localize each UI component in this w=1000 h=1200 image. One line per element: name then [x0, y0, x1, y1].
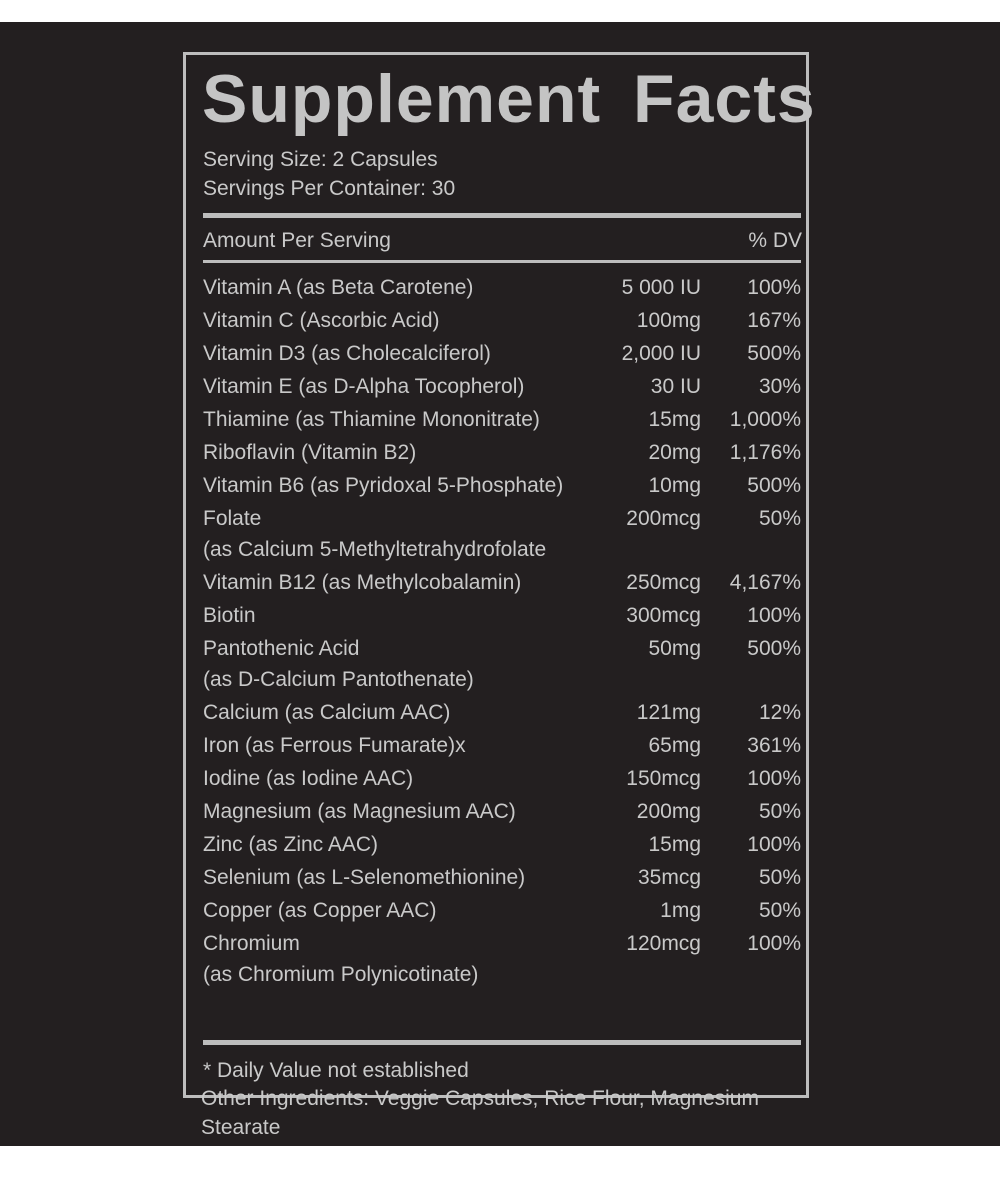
- nutrient-amount: 65mg: [648, 734, 701, 757]
- nutrient-row: [203, 631, 801, 695]
- nutrient-amount: 300mcg: [626, 604, 701, 627]
- nutrient-row: [203, 303, 801, 336]
- nutrient-daily-value: 500%: [747, 637, 801, 660]
- nutrient-row: [203, 598, 801, 631]
- nutrient-row: [203, 728, 801, 761]
- nutrient-daily-value: 50%: [758, 899, 801, 922]
- nutrient-name: Vitamin B12 (as Methylcobalamin): [203, 571, 522, 594]
- nutrient-row: [203, 369, 801, 402]
- nutrient-name: Magnesium (as Magnesium AAC): [203, 800, 516, 823]
- nutrient-daily-value: 50%: [758, 800, 801, 823]
- nutrient-daily-value: 30%: [758, 375, 801, 398]
- amount-per-serving-header: Amount Per Serving: [203, 229, 391, 252]
- nutrient-daily-value: 167%: [747, 309, 801, 332]
- nutrient-amount: 10mg: [648, 474, 701, 497]
- nutrient-name: Vitamin B6 (as Pyridoxal 5-Phosphate): [203, 474, 564, 497]
- nutrient-daily-value: 50%: [758, 866, 801, 889]
- nutrient-amount: 20mg: [648, 441, 701, 464]
- divider-thick-bottom: [203, 1040, 801, 1045]
- nutrient-row: [203, 435, 801, 468]
- nutrient-row: [203, 270, 801, 303]
- nutrient-row: [203, 926, 801, 990]
- serving-size: Serving Size: 2 Capsules: [203, 148, 438, 171]
- nutrient-amount: 150mcg: [626, 767, 701, 790]
- nutrient-source: (as D-Calcium Pantothenate): [203, 668, 474, 691]
- nutrient-name: Vitamin C (Ascorbic Acid): [203, 309, 440, 332]
- nutrient-amount: 1mg: [660, 899, 701, 922]
- nutrient-name: Iron (as Ferrous Fumarate)x: [203, 734, 466, 757]
- nutrient-row: [203, 893, 801, 926]
- nutrient-row: [203, 860, 801, 893]
- nutrient-amount: 15mg: [648, 408, 701, 431]
- nutrient-daily-value: 12%: [758, 701, 801, 724]
- nutrient-row: [203, 827, 801, 860]
- nutrient-row: [203, 695, 801, 728]
- nutrient-source: (as Chromium Polynicotinate): [203, 963, 479, 986]
- nutrient-row: [203, 402, 801, 435]
- nutrient-amount: 35mcg: [637, 866, 701, 889]
- nutrient-name: Pantothenic Acid: [203, 637, 360, 660]
- servings-per-container: Servings Per Container: 30: [203, 177, 456, 200]
- nutrient-amount: 200mcg: [626, 507, 701, 530]
- nutrient-row: [203, 468, 801, 501]
- nutrient-amount: 100mg: [636, 309, 701, 332]
- nutrient-amount: 2,000 IU: [621, 342, 701, 365]
- nutrient-row: [203, 336, 801, 369]
- nutrient-row: [203, 794, 801, 827]
- nutrient-name: Vitamin D3 (as Cholecalciferol): [203, 342, 491, 365]
- nutrient-daily-value: 1,176%: [729, 441, 801, 464]
- label-title: Supplement Facts: [202, 61, 816, 137]
- nutrient-name: Vitamin A (as Beta Carotene): [203, 276, 474, 299]
- nutrient-amount: 250mcg: [626, 571, 701, 594]
- nutrient-daily-value: 361%: [747, 734, 801, 757]
- nutrient-daily-value: 1,000%: [729, 408, 801, 431]
- nutrient-daily-value: 100%: [747, 604, 801, 627]
- nutrient-daily-value: 100%: [747, 833, 801, 856]
- nutrient-amount: 121mg: [636, 701, 701, 724]
- nutrient-daily-value: 50%: [758, 507, 801, 530]
- nutrient-source: (as Calcium 5-Methyltetrahydrofolate: [203, 538, 547, 561]
- divider-thin: [203, 260, 801, 263]
- nutrient-daily-value: 100%: [747, 276, 801, 299]
- nutrient-daily-value: 500%: [747, 342, 801, 365]
- nutrient-amount: 5 000 IU: [621, 276, 701, 299]
- footnote: * Daily Value not established: [203, 1059, 469, 1082]
- nutrient-name: Iodine (as Iodine AAC): [203, 767, 414, 790]
- nutrient-daily-value: 500%: [747, 474, 801, 497]
- nutrient-name: Selenium (as L-Selenomethionine): [203, 866, 526, 889]
- nutrient-name: Biotin: [203, 604, 256, 627]
- nutrient-name: Chromium: [203, 932, 300, 955]
- other-ingredients: Other Ingredients: Veggie Capsules, Rice Flour, Magnesium Stearate: [201, 1087, 759, 1139]
- nutrient-amount: 120mcg: [626, 932, 701, 955]
- divider-thick: [203, 213, 801, 218]
- nutrient-row: [203, 761, 801, 794]
- nutrient-daily-value: 4,167%: [729, 571, 801, 594]
- nutrient-row: [203, 565, 801, 598]
- nutrient-amount: 200mg: [636, 800, 701, 823]
- nutrient-name: Copper (as Copper AAC): [203, 899, 437, 922]
- nutrient-name: Calcium (as Calcium AAC): [203, 701, 451, 724]
- nutrient-row: [203, 501, 801, 565]
- nutrient-amount: 30 IU: [650, 375, 701, 398]
- daily-value-header: % DV: [748, 229, 802, 252]
- nutrient-name: Thiamine (as Thiamine Mononitrate): [203, 408, 540, 431]
- nutrient-name: Vitamin E (as D-Alpha Tocopherol): [203, 375, 525, 398]
- nutrient-name: Zinc (as Zinc AAC): [203, 833, 379, 856]
- label-panel: [0, 22, 1000, 1146]
- supplement-facts-box: [183, 52, 816, 1098]
- nutrient-name: Riboflavin (Vitamin B2): [203, 441, 417, 464]
- nutrient-daily-value: 100%: [747, 767, 801, 790]
- nutrient-amount: 15mg: [648, 833, 701, 856]
- nutrient-amount: 50mg: [648, 637, 701, 660]
- nutrient-name: Folate: [203, 507, 262, 530]
- nutrient-list: [203, 270, 801, 990]
- nutrient-daily-value: 100%: [747, 932, 801, 955]
